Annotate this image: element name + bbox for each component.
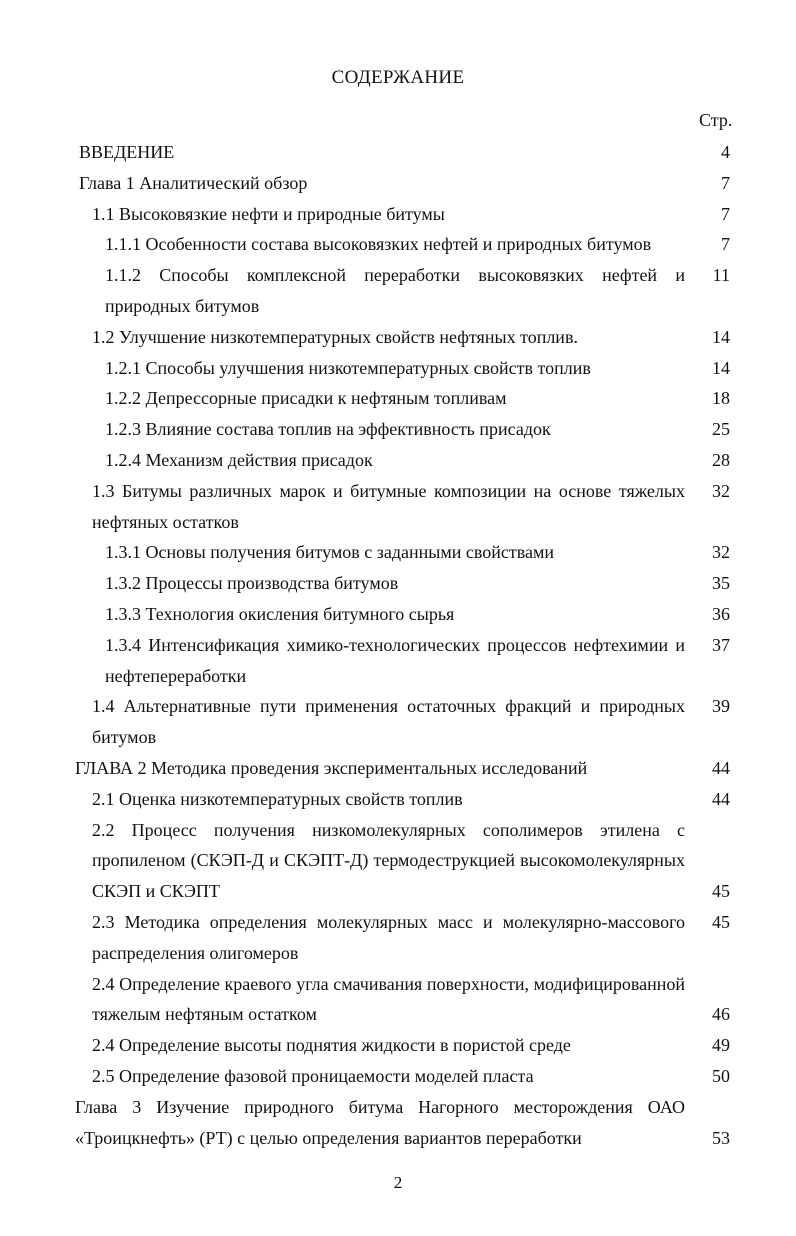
toc-entry-text: 1.1.2 Способы комплексной переработки высоковязких нефтей и природных битумов xyxy=(105,265,685,316)
toc-entry-page: 35 xyxy=(712,573,730,594)
toc-entry-text: 1.3 Битумы различных марок и битумные композиции на основе тяжелых нефтяных остатков xyxy=(92,480,685,532)
toc-entry xyxy=(0,753,796,784)
toc-entry xyxy=(0,969,796,1031)
toc-entry-page: 37 xyxy=(712,634,730,655)
toc-entry-page: 45 xyxy=(712,881,730,902)
toc-entry-page: 7 xyxy=(721,172,730,193)
toc-entry xyxy=(0,476,796,538)
toc-entry xyxy=(0,137,796,168)
toc-entry-text: 2.4 Определение краевого угла смачивания поверхности, модифицированной тяжелым нефтяным остатком xyxy=(92,973,685,1025)
toc-entry-page: 46 xyxy=(712,1004,730,1025)
toc-entry xyxy=(0,784,796,815)
toc-entry xyxy=(0,537,796,568)
toc-entry xyxy=(0,199,796,230)
toc-entry xyxy=(0,691,796,753)
toc-entry xyxy=(0,353,796,384)
toc-entry-text: 2.3 Методика определения молекулярных масс и молекулярно-массового распределения олигомеров xyxy=(92,911,685,963)
toc-entry-page: 44 xyxy=(712,788,730,809)
toc-entry xyxy=(0,445,796,476)
toc-entry-text: 1.2 Улучшение низкотемпературных свойств нефтяных топлив. xyxy=(92,326,578,347)
toc-entry-text: 2.5 Определение фазовой проницаемости моделей пласта xyxy=(92,1065,534,1086)
footer-page-number: 2 xyxy=(393,1173,403,1192)
toc-entry-text: 1.2.2 Депрессорные присадки к нефтяным топливам xyxy=(105,388,507,409)
toc-entry xyxy=(0,1092,796,1154)
toc-entry-page: 39 xyxy=(712,696,730,717)
toc-entry xyxy=(0,260,796,322)
toc-entry-text: 1.1.1 Особенности состава высоковязких нефтей и природных битумов xyxy=(105,234,652,255)
toc-entry-page: 50 xyxy=(712,1065,730,1086)
toc-entry-text: 2.1 Оценка низкотемпературных свойств топлив xyxy=(92,788,463,809)
toc-entry xyxy=(0,168,796,199)
toc-entry xyxy=(0,630,796,692)
table-of-contents xyxy=(0,137,796,1153)
toc-entry-text: ГЛАВА 2 Методика проведения экспериментальных исследований xyxy=(75,757,588,778)
toc-entry-page: 14 xyxy=(712,357,730,378)
toc-entry xyxy=(0,568,796,599)
toc-entry-page: 45 xyxy=(712,911,730,932)
toc-entry xyxy=(0,383,796,414)
toc-entry-text: 1.4 Альтернативные пути применения остаточных фракций и природных битумов xyxy=(92,696,685,748)
toc-entry xyxy=(0,1061,796,1092)
toc-entry xyxy=(0,907,796,969)
toc-entry-text: ВВЕДЕНИЕ xyxy=(79,142,175,162)
toc-entry-page: 32 xyxy=(712,480,730,501)
page-column-label: Стр. xyxy=(699,110,733,130)
toc-entry-text: Глава 1 Аналитический обзор xyxy=(79,172,308,193)
toc-entry xyxy=(0,229,796,260)
toc-entry-text: 2.4 Определение высоты поднятия жидкости в пористой среде xyxy=(92,1035,571,1056)
toc-entry-page: 28 xyxy=(712,449,730,470)
toc-entry-text: 1.1 Высоковязкие нефти и природные битумы xyxy=(92,203,445,224)
toc-entry-page: 7 xyxy=(721,234,730,255)
toc-entry-text: 1.2.4 Механизм действия присадок xyxy=(105,449,373,470)
toc-entry-text: 1.3.2 Процессы производства битумов xyxy=(105,573,399,594)
toc-entry xyxy=(0,1030,796,1061)
toc-entry xyxy=(0,599,796,630)
toc-entry-page: 7 xyxy=(721,203,730,224)
toc-entry-page: 11 xyxy=(712,265,730,286)
toc-entry-page: 53 xyxy=(712,1127,730,1148)
toc-entry-page: 25 xyxy=(712,419,730,440)
toc-entry-text: 1.3.4 Интенсификация химико-технологических процессов нефтехимии и нефтепереработки xyxy=(105,634,685,686)
toc-entry-text: 1.2.1 Способы улучшения низкотемпературных свойств топлив xyxy=(105,357,591,378)
toc-entry-page: 4 xyxy=(721,142,730,162)
toc-entry-text: 2.2 Процесс получения низкомолекулярных сополимеров этилена с пропиленом (СКЭП-Д и СКЭПТ-Д) термодеструкцией высокомолекулярных СКЭП и СКЭПТ xyxy=(92,819,685,902)
toc-entry xyxy=(0,322,796,353)
toc-entry-page: 49 xyxy=(712,1035,730,1056)
page-title: СОДЕРЖАНИЕ xyxy=(331,67,465,88)
toc-entry xyxy=(0,414,796,445)
toc-entry-text: 1.2.3 Влияние состава топлив на эффективность присадок xyxy=(105,419,551,440)
toc-entry-page: 32 xyxy=(712,542,730,563)
toc-entry-page: 44 xyxy=(712,757,730,778)
toc-entry-text: Глава 3 Изучение природного битума Нагорного месторождения ОАО «Троицкнефть» (РТ) с целью определения вариантов переработки xyxy=(75,1096,685,1148)
toc-entry-page: 14 xyxy=(712,326,730,347)
toc-entry-text: 1.3.1 Основы получения битумов с заданными свойствами xyxy=(105,542,554,563)
toc-entry xyxy=(0,815,796,907)
toc-entry-text: 1.3.3 Технология окисления битумного сырья xyxy=(105,603,455,624)
toc-entry-page: 36 xyxy=(712,603,730,624)
toc-entry-page: 18 xyxy=(712,388,730,409)
